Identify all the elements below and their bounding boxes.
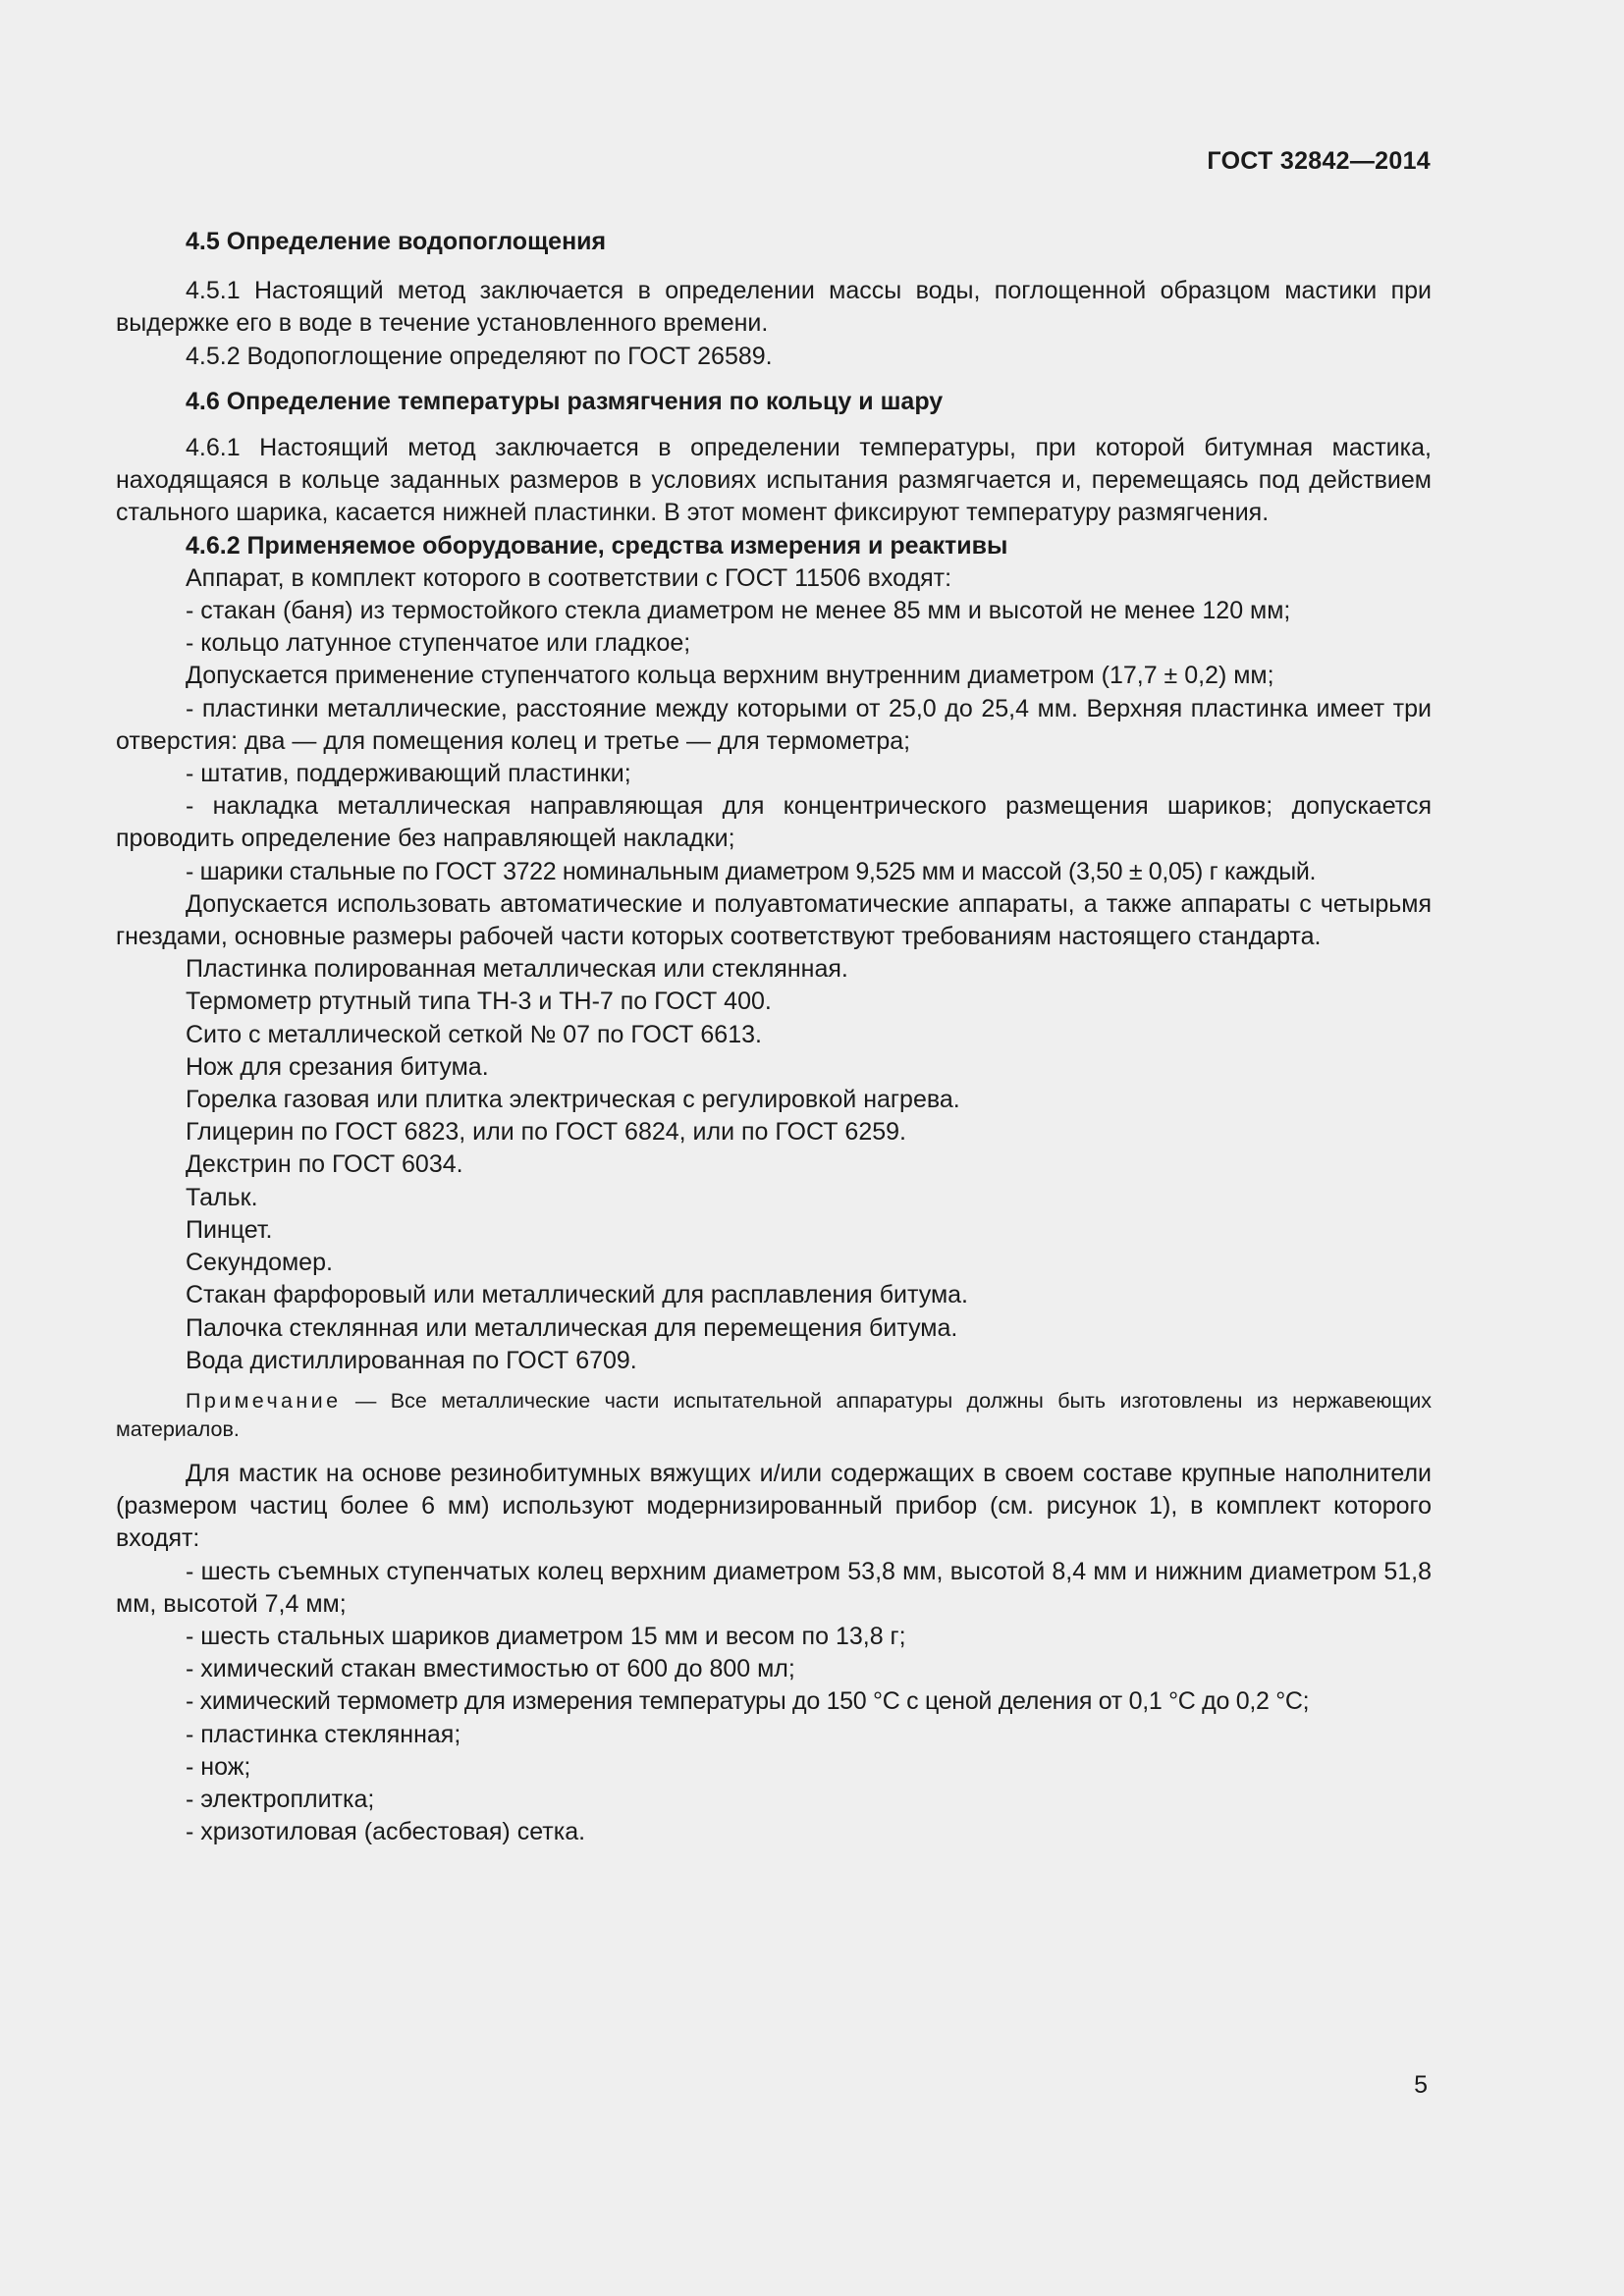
equipment-list-item: Тальк. — [186, 1183, 258, 1211]
paragraph-4-5-2: 4.5.2 Водопоглощение определяют по ГОСТ 26589. — [186, 342, 773, 370]
equipment-list-item: Пластинка полированная металлическая или стеклянная. — [186, 955, 848, 984]
equipment-list-item: Сито с металлической сеткой № 07 по ГОСТ 6613. — [186, 1020, 762, 1048]
equipment-list-item: Термометр ртутный типа ТН-3 и ТН-7 по ГОСТ 400. — [186, 988, 772, 1016]
note — [116, 1387, 1432, 1444]
note-label: Примечание — [186, 1388, 342, 1413]
paragraph-4-5-1: 4.5.1 Настоящий метод заключается в определении массы воды, поглощенной образцом мастики при выдержке его в воде в течение установленного времени. — [116, 277, 1432, 338]
section-4-6-2-title: 4.6.2 Применяемое оборудование, средства измерения и реактивы — [186, 531, 1008, 560]
paragraph-4-6-1: 4.6.1 Настоящий метод заключается в определении температуры, при которой битумная мастика, находящаяся в кольце заданных размеров в условиях испытания размягчается и, перемещаясь под действием стального шарика, касается нижней пластинки. В этот момент фиксируют температуру размягчения. — [116, 434, 1432, 527]
equipment-list-item: Стакан фарфоровый или металлический для расплавления битума. — [186, 1281, 968, 1309]
equipment-list-item: Пинцет. — [186, 1215, 273, 1244]
equipment-list-item: Секундомер. — [186, 1249, 333, 1277]
equipment-list-item: Вода дистиллированная по ГОСТ 6709. — [186, 1346, 637, 1374]
modified-item: - электроплитка; — [186, 1785, 375, 1813]
equipment-item: - штатив, поддерживающий пластинки; — [186, 760, 631, 788]
document-header: ГОСТ 32842—2014 — [1207, 147, 1431, 175]
equipment-list-item: Горелка газовая или плитка электрическая с регулировкой нагрева. — [186, 1086, 960, 1114]
equipment-item: - стакан (баня) из термостойкого стекла диаметром не менее 85 мм и высотой не менее 120 мм; — [186, 597, 1291, 625]
equipment-item: - накладка металлическая направляющая для концентрического размещения шариков; допускается проводить определение без направляющей накладки; — [116, 792, 1432, 853]
equipment-list-item: Декстрин по ГОСТ 6034. — [186, 1150, 463, 1179]
equipment-intro: Аппарат, в комплект которого в соответствии с ГОСТ 11506 входят: — [186, 563, 952, 592]
modified-apparatus-intro: Для мастик на основе резинобитумных вяжущих и/или содержащих в своем составе крупные наполнители (размером частиц более 6 мм) используют модернизированный прибор (см. рисунок 1), в комплект которого входят: — [116, 1459, 1432, 1553]
modified-item: - хризотиловая (асбестовая) сетка. — [186, 1818, 586, 1846]
section-4-6-title: 4.6 Определение температуры размягчения по кольцу и шару — [186, 387, 944, 415]
section-4-5-title: 4.5 Определение водопоглощения — [186, 228, 607, 255]
page-number: 5 — [1414, 2071, 1428, 2099]
equipment-list-item: Палочка стеклянная или металлическая для перемещения битума. — [186, 1313, 958, 1342]
equipment-item: - кольцо латунное ступенчатое или гладкое; — [186, 629, 691, 658]
modified-item: - шесть съемных ступенчатых колец верхним диаметром 53,8 мм, высотой 8,4 мм и нижним диаметром 51,8 мм, высотой 7,4 мм; — [116, 1557, 1432, 1618]
equipment-item: - шарики стальные по ГОСТ 3722 номинальным диаметром 9,525 мм и массой (3,50 ± 0,05) г каждый. — [186, 857, 1317, 885]
modified-item: - химический стакан вместимостью от 600 до 800 мл; — [186, 1655, 795, 1683]
equipment-item: Допускается применение ступенчатого кольца верхним внутренним диаметром (17,7 ± 0,2) мм; — [186, 662, 1274, 690]
automatic-apparatus-paragraph: Допускается использовать автоматические и полуавтоматические аппараты, а также аппараты с четырьмя гнездами, основные размеры рабочей части которых соответствуют требованиям настоящего стандарта. — [116, 889, 1432, 951]
equipment-list-item: Нож для срезания битума. — [186, 1052, 489, 1081]
equipment-item: - пластинки металлические, расстояние между которыми от 25,0 до 25,4 мм. Верхняя пластинка имеет три отверстия: два — для помещения колец и третье — для термометра; — [116, 694, 1432, 755]
modified-item: - пластинка стеклянная; — [186, 1720, 461, 1748]
modified-item: - нож; — [186, 1752, 251, 1781]
page-content — [116, 226, 1432, 1848]
equipment-list-item: Глицерин по ГОСТ 6823, или по ГОСТ 6824, или по ГОСТ 6259. — [186, 1118, 906, 1147]
modified-item: - шесть стальных шариков диаметром 15 мм и весом по 13,8 г; — [186, 1622, 906, 1650]
modified-item: - химический термометр для измерения температуры до 150 °С с ценой деления от 0,1 °С до 0,2 °С; — [186, 1687, 1310, 1716]
note-text: — Все металлические части испытательной аппаратуры должны быть изготовлены из нержавеющих материалов. — [116, 1388, 1432, 1441]
